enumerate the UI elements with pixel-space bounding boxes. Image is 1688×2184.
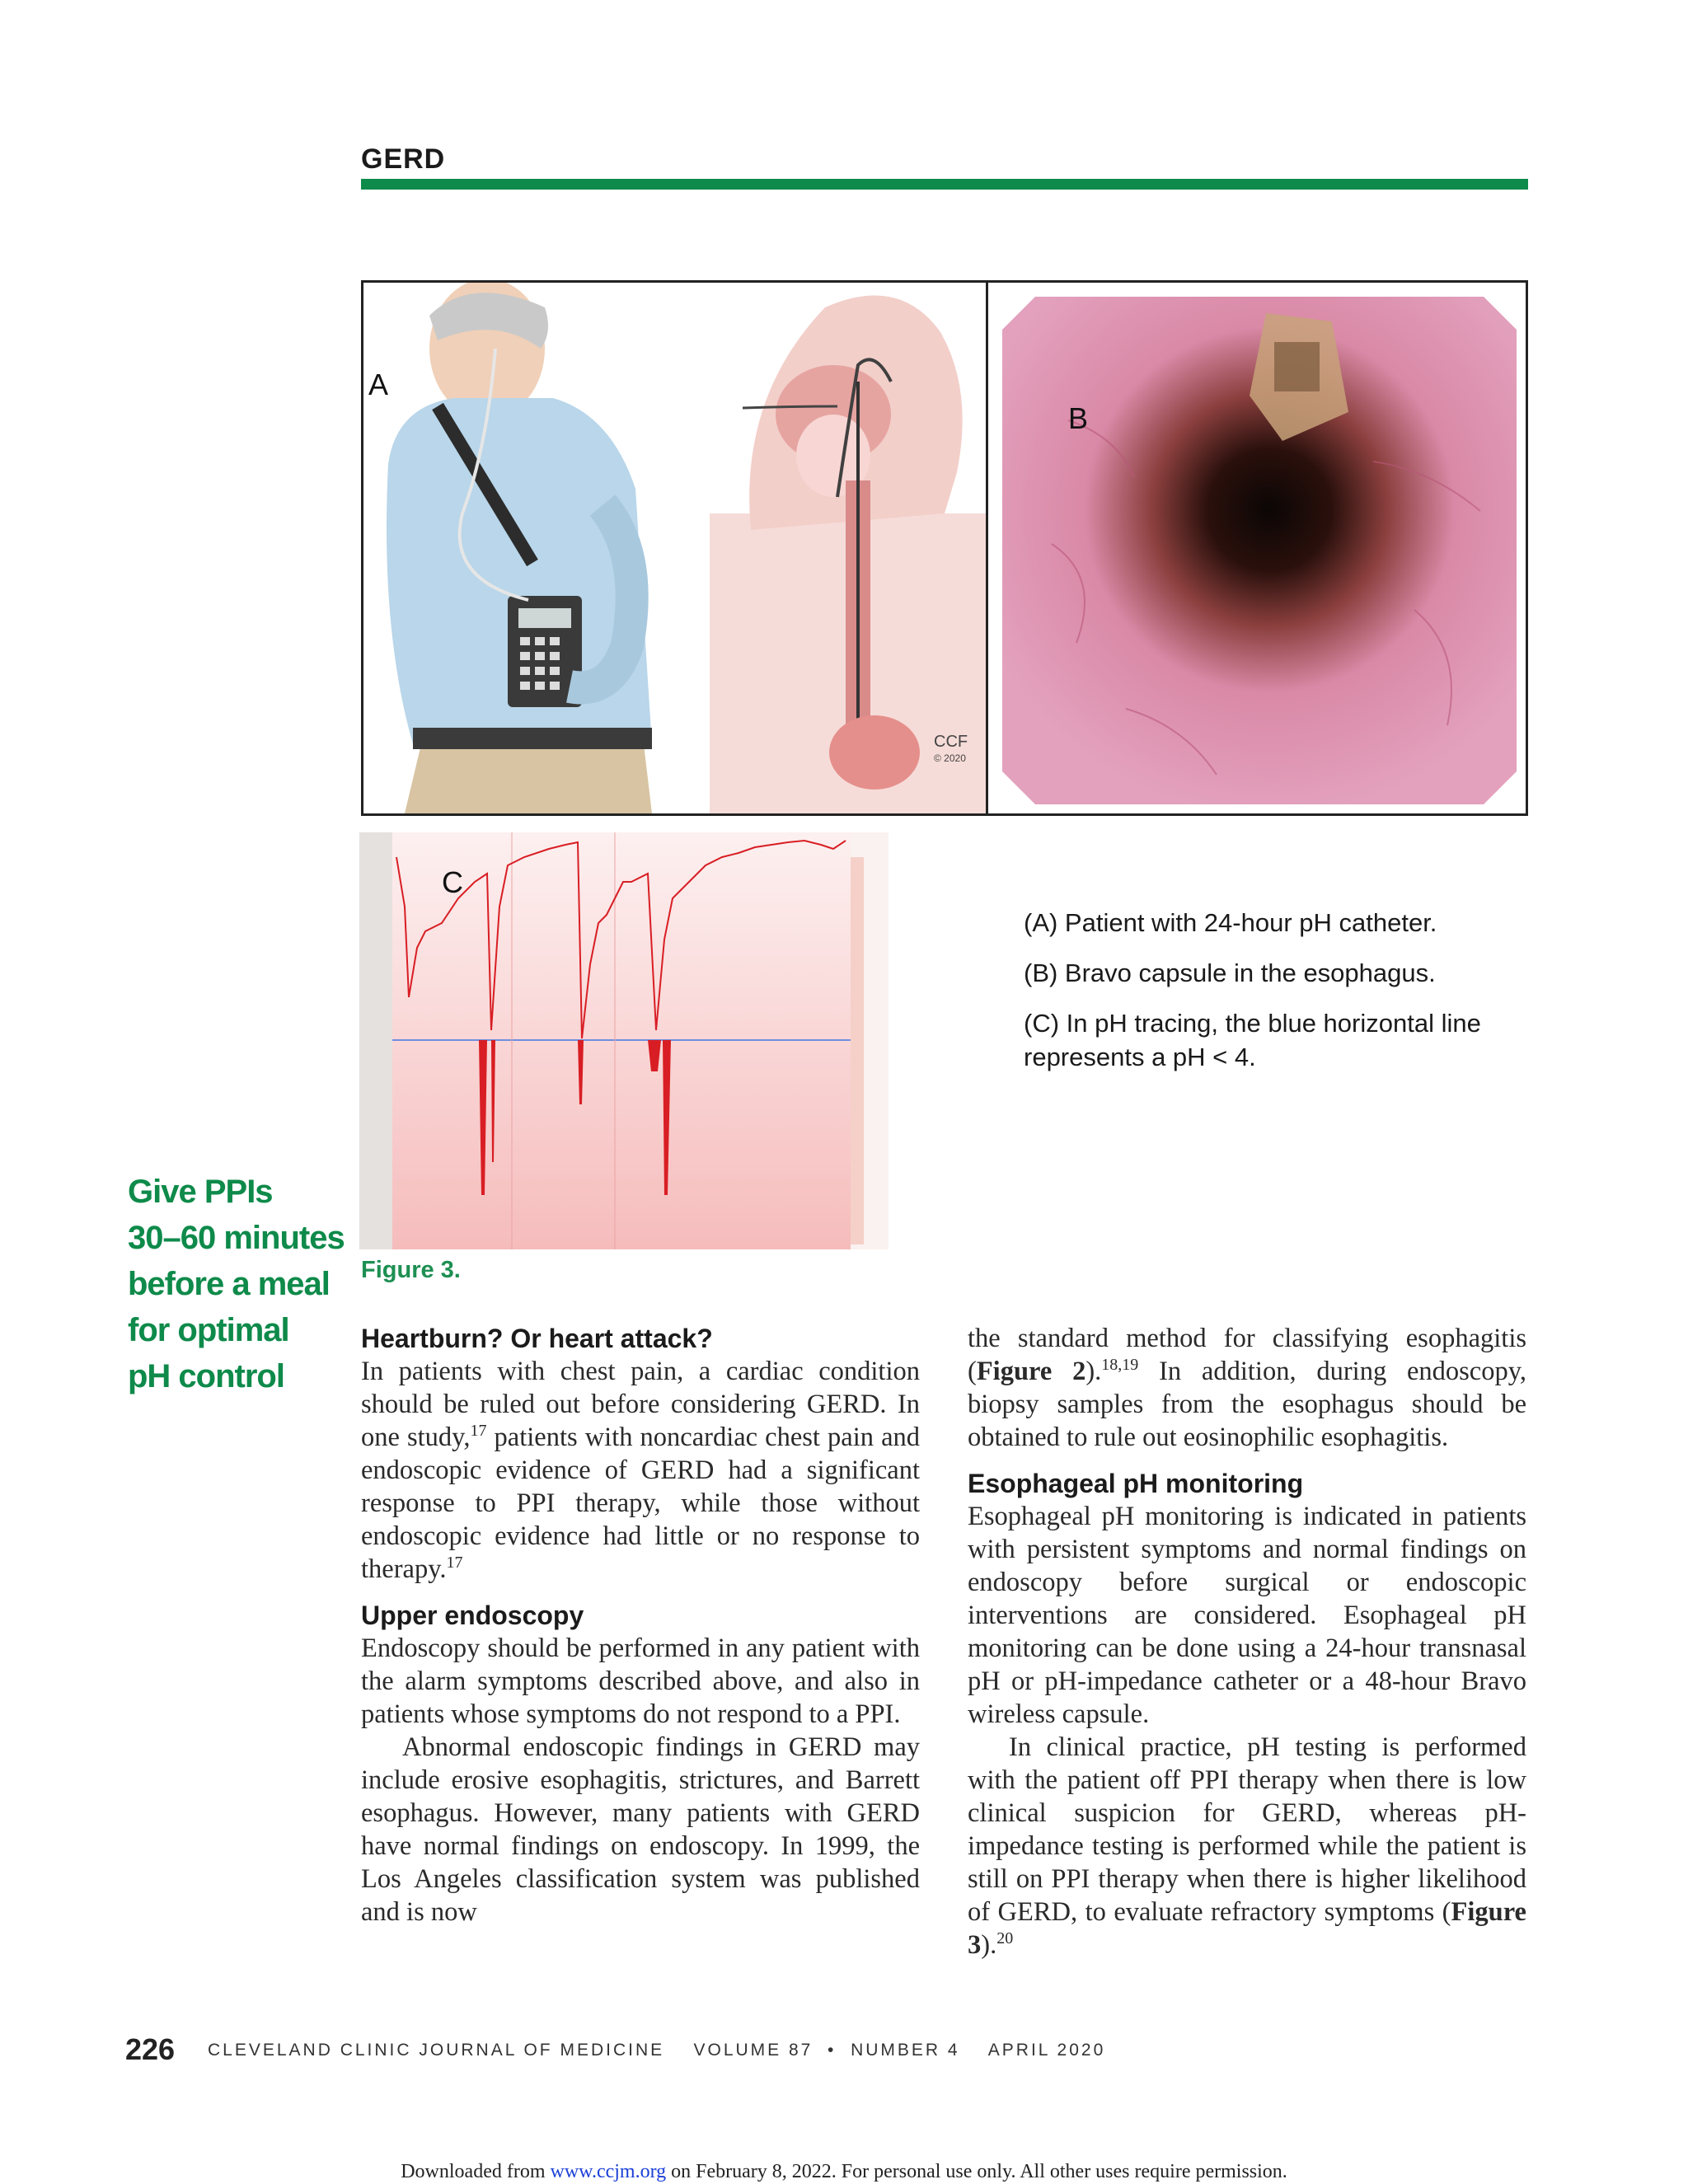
pull-quote-line: Give PPIs — [128, 1174, 273, 1210]
figure-caption: Figure 3. — [361, 1257, 461, 1283]
panel-a-illustration — [363, 283, 986, 813]
heading-upper-endoscopy: Upper endoscopy — [361, 1601, 584, 1630]
patient-catheter-illustration — [363, 283, 986, 813]
ccjm-link[interactable]: www.ccjm.org — [550, 2161, 667, 2182]
paragraph-abnormal-findings: Abnormal endoscopic findings in GERD may include erosive esophagitis, strictures, and Barrett esophagus. However, many patients with GERD have normal findings on endoscopy. In 1999, the Los Angeles classification system was published and is now — [361, 1732, 920, 1927]
pull-quote-line: pH control — [128, 1358, 284, 1394]
illustration-credit — [934, 733, 968, 766]
pull-quote-line: 30–60 minutes — [128, 1220, 345, 1256]
heading-heartburn: Heartburn? Or heart attack? — [361, 1324, 713, 1353]
panel-b-endoscopy — [1002, 297, 1517, 804]
credit-ccf: CCF — [934, 733, 968, 751]
pull-quote-line: before a meal — [128, 1266, 330, 1302]
paragraph-classification: the standard method for classifying esophagitis (Figure 2).$^{18,19}$ In addition, during endoscopy, biopsy samples from the esophagus should be obtained to rule out eosinophilic esophagitis. — [968, 1324, 1526, 1452]
download-notice: Downloaded from www.ccjm.org on February 8, 2022. For personal use only. All other uses require permission. — [401, 2161, 1287, 2182]
page-number: 226 — [125, 2032, 176, 2066]
legend-a: (A) Patient with 24-hour pH catheter. — [1024, 908, 1437, 937]
figure-3-reference[interactable]: Figure 3 — [968, 1897, 1526, 1960]
paragraph-ph-monitoring: Esophageal pH monitoring is indicated in patients with persistent symptoms and normal findings on endoscopy before surgical or endoscopic interventions are considered. Esophageal pH monitoring can be done using a 24-hour transnasal pH or pH-impedance catheter or a 48-hour Bravo wireless capsule. — [968, 1502, 1526, 1729]
journal-volume: VOLUME 87 — [693, 2041, 814, 2060]
panel-b-label: B — [1068, 401, 1089, 435]
pull-quote-line: for optimal — [128, 1312, 289, 1348]
right-column — [968, 1322, 1526, 1961]
paragraph-chest-pain: In patients with chest pain, a cardiac condition should be ruled out before considering GERD. In one study,$^{17}$ patients with noncardiac chest pain and endoscopic evidence of GERD had a significant response to PPI therapy, while those without endoscopic evidence had little or no response to therapy.$^{17}$ — [361, 1357, 920, 1584]
ph-tracing-image — [359, 832, 889, 1249]
panel-c-label: C — [442, 865, 463, 899]
panel-c-ph-tracing — [359, 832, 889, 1249]
legend-c: (C) In pH tracing, the blue horizontal line represents a pH < 4. — [1024, 1009, 1481, 1071]
figure-2-reference[interactable]: Figure 2 — [976, 1357, 1086, 1386]
paragraph-endoscopy: Endoscopy should be performed in any patient with the alarm symptoms described above, and also in patients whose symptoms do not respond to a PPI. — [361, 1633, 920, 1729]
header-rule — [361, 179, 1528, 190]
endoscopy-image — [1002, 297, 1517, 804]
section-label: GERD — [361, 143, 446, 175]
journal-number: NUMBER 4 — [851, 2041, 960, 2060]
panel-a-label: A — [368, 368, 389, 401]
left-column — [361, 1322, 920, 1929]
legend-b: (B) Bravo capsule in the esophagus. — [1024, 958, 1436, 987]
journal-name: CLEVELAND CLINIC JOURNAL OF MEDICINE — [208, 2041, 665, 2060]
journal-date: APRIL 2020 — [987, 2041, 1106, 2060]
pull-quote — [128, 1169, 345, 1399]
journal-footer — [208, 2041, 1105, 2060]
paragraph-clinical-practice: In clinical practice, pH testing is performed with the patient off PPI therapy when there is low clinical suspicion for GERD, whereas pH-impedance testing is performed while the patient is still on PPI therapy when there is higher likelihood of GERD, to evaluate refractory symptoms (Figure 3).$^{20}$ — [968, 1732, 1526, 1960]
footer-bullet: • — [828, 2041, 837, 2060]
credit-year: © 2020 — [934, 752, 966, 764]
figure-divider — [986, 280, 988, 816]
heading-ph-monitoring: Esophageal pH monitoring — [968, 1469, 1304, 1498]
